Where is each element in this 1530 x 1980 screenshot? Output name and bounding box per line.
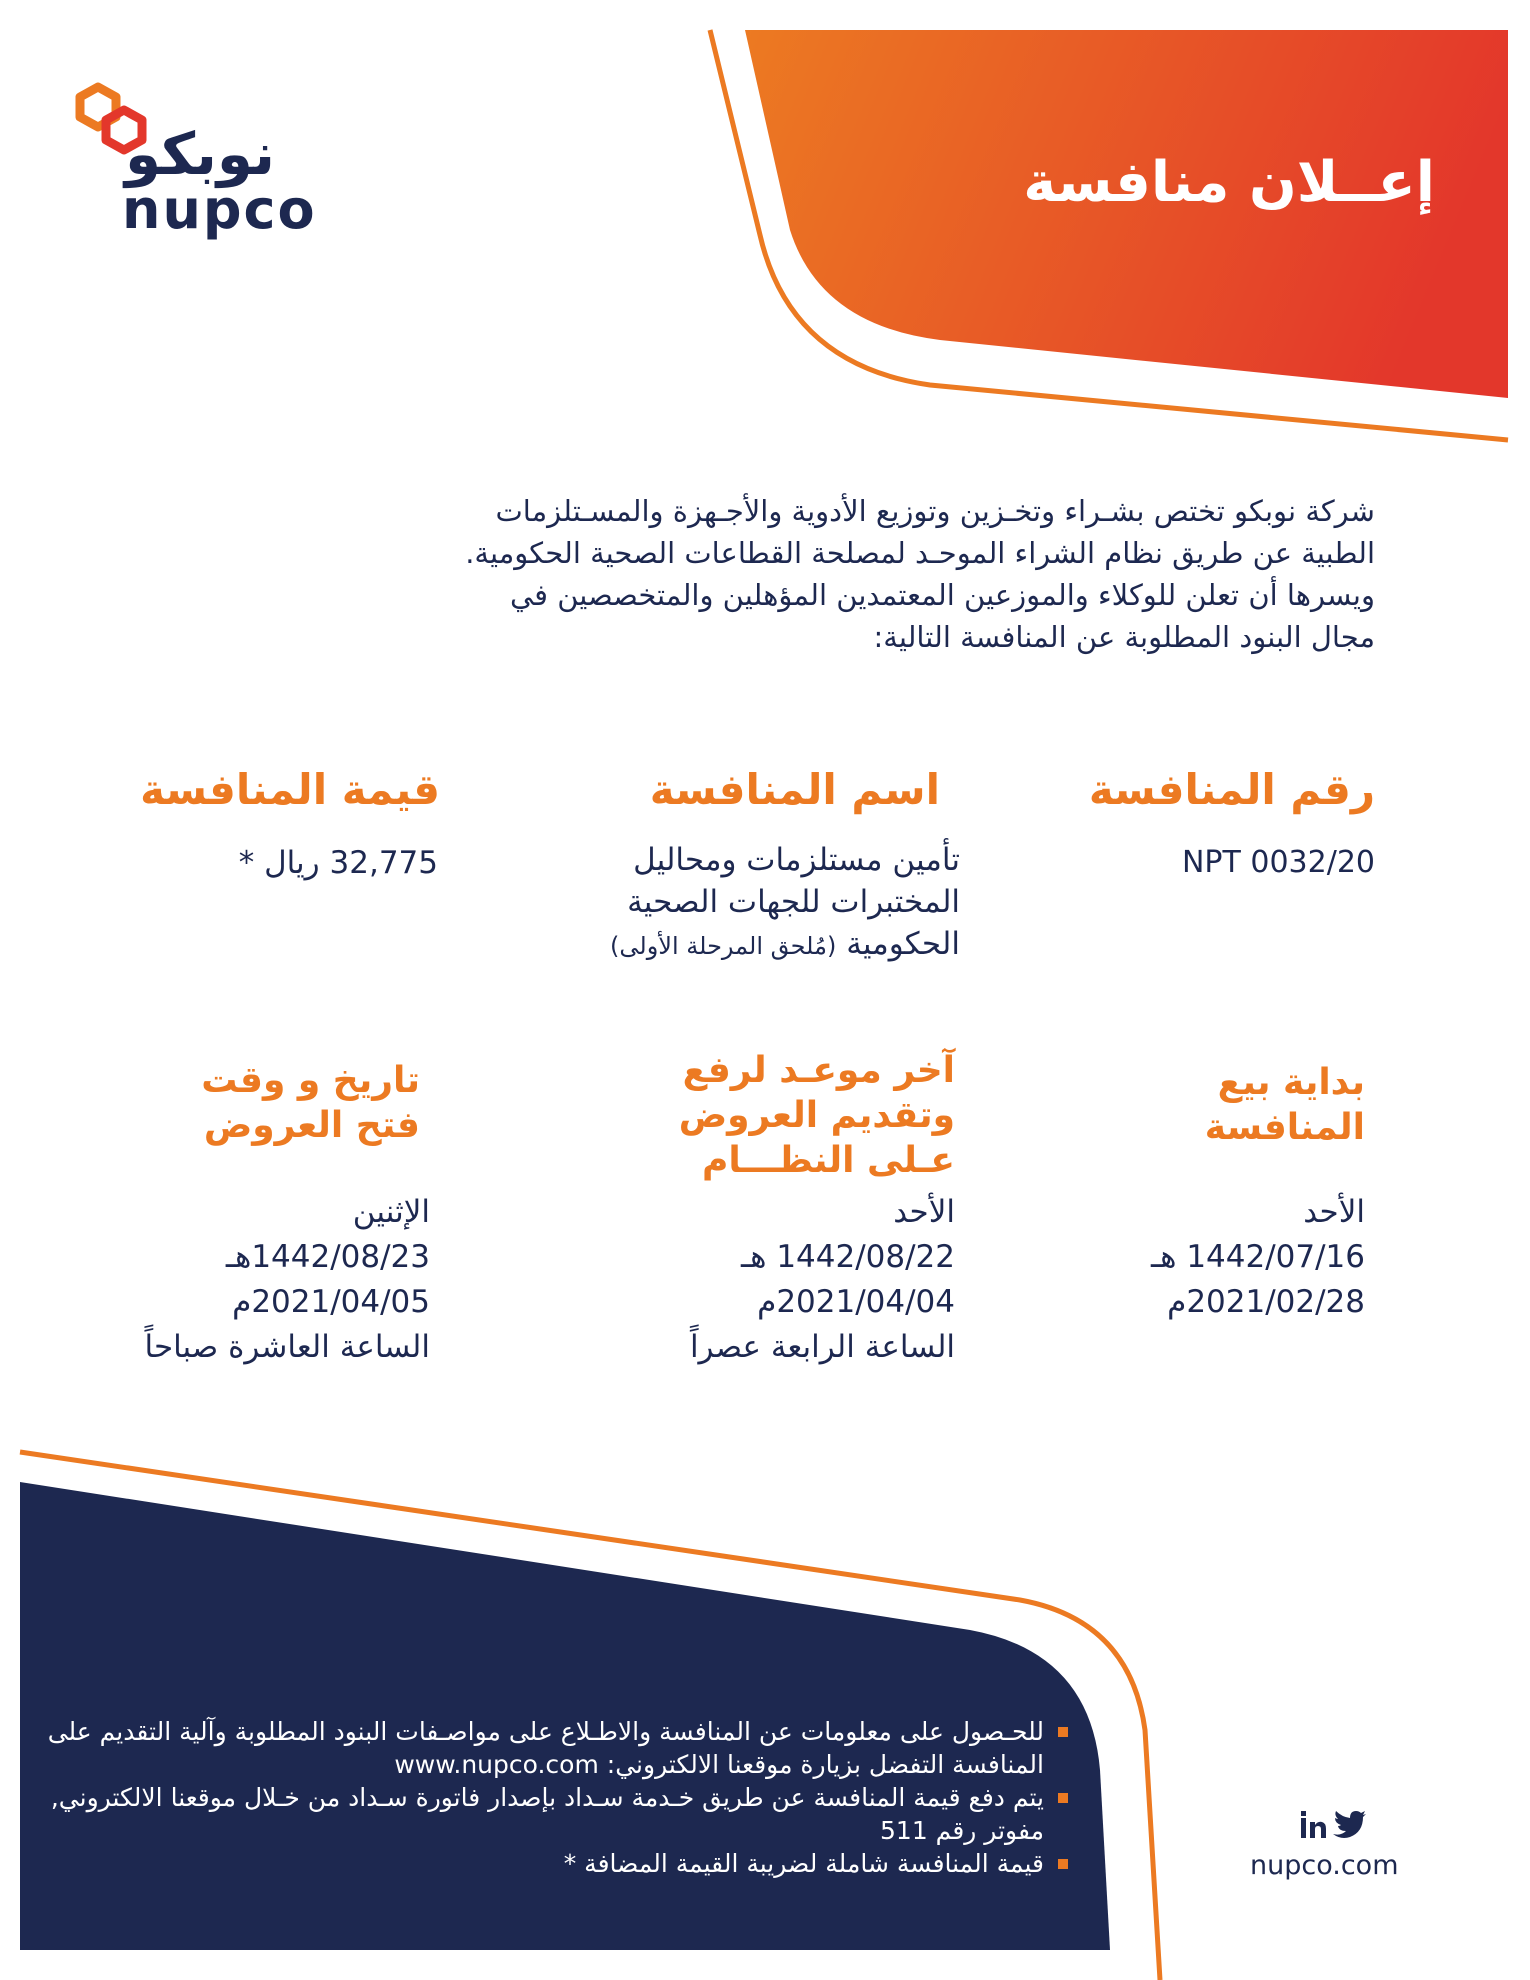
footer-note: للحـصول على معلومات عن المنافسة والاطـلاع على مواصـفات البنود المطلوبة وآلية التقديم على المنافسة التفضل بزيارة موقعنا الالكتروني: www.nupco.com	[30, 1715, 1070, 1781]
opening-value	[145, 1190, 431, 1370]
deadline-value	[690, 1190, 955, 1370]
deadline-line: الأحد	[893, 1194, 955, 1230]
tender-number-value: NPT 0032/20	[1181, 845, 1375, 880]
sale-start-heading-line: المنافسة	[1204, 1107, 1365, 1148]
opening-heading-line: فتح العروض	[203, 1105, 420, 1146]
sale-start-line: 2021/02/28م	[1167, 1283, 1365, 1320]
deadline-heading-line: آخر موعـد لرفع	[682, 1050, 955, 1091]
intro-line: شركة نوبكو تختص بشـراء وتخـزين وتوزيع الأدوية والأجـهزة والمسـتلزمات	[495, 494, 1375, 528]
tender-value-heading: قيمة المنافسة	[140, 765, 440, 814]
deadline-line: الساعة الرابعة عصراً	[689, 1328, 955, 1365]
footer-notes	[30, 1715, 1070, 1880]
website-link[interactable]: nupco.com	[1250, 1850, 1399, 1881]
deadline-line: 2021/04/04م	[757, 1283, 955, 1320]
intro-line: مجال البنود المطلوبة عن المنافسة التالية:	[873, 620, 1375, 655]
sale-start-line: 1442/07/16 هـ	[1151, 1238, 1365, 1275]
tender-name-value	[540, 840, 960, 966]
deadline-line: 1442/08/22 هـ	[741, 1238, 955, 1275]
sale-start-heading	[1145, 1060, 1365, 1150]
social-icons	[1295, 1810, 1415, 1846]
opening-heading	[190, 1058, 420, 1148]
page-title: إعــلان منافسة	[1023, 150, 1435, 215]
logo-english-text: nupco	[122, 178, 317, 241]
intro-line: الطبية عن طريق نظام الشراء الموحـد لمصلحة القطاعات الصحية الحكومية.	[465, 536, 1375, 571]
tender-name-line	[540, 924, 960, 966]
opening-line: الإثنين	[352, 1194, 430, 1230]
intro-paragraph	[275, 490, 1375, 658]
linkedin-icon[interactable]	[1301, 1811, 1326, 1838]
tender-name-line: المختبرات للجهات الصحية	[627, 883, 960, 920]
intro-line: ويسرها أن تعلن للوكلاء والموزعين المعتمدين المؤهلين والمتخصصين في	[509, 578, 1375, 613]
deadline-heading-line: عـلى النظـــام	[702, 1140, 955, 1181]
tender-name-last: الحكومية	[846, 925, 960, 962]
footer-note: قيمة المنافسة شاملة لضريبة القيمة المضافة *	[30, 1847, 1070, 1880]
sale-start-value	[1151, 1190, 1365, 1325]
sale-start-heading-line: بداية بيع	[1217, 1062, 1365, 1103]
twitter-icon[interactable]	[1333, 1811, 1366, 1838]
opening-line: 1442/08/23هـ	[225, 1238, 430, 1275]
opening-heading-line: تاريخ و وقت	[201, 1060, 420, 1101]
tender-value-amount: 32,775 ريال *	[238, 845, 438, 881]
sale-start-line: الأحد	[1303, 1194, 1365, 1230]
tender-name-heading: اسم المنافسة	[649, 765, 940, 814]
tender-name-note: (مُلحق المرحلة الأولى)	[610, 931, 837, 960]
deadline-heading	[655, 1048, 955, 1183]
tender-name-line: تأمين مستلزمات ومحاليل	[633, 842, 960, 878]
footer-note: يتم دفع قيمة المنافسة عن طريق خـدمة سـداد بإصدار فاتورة سـداد من خـلال موقعنا الالكتروني, مفوتر رقم 511	[30, 1781, 1070, 1847]
footer-banner	[0, 1430, 1530, 1980]
logo-arabic-text: نوبكو	[125, 120, 276, 188]
opening-line: الساعة العاشرة صباحاً	[144, 1328, 430, 1365]
opening-line: 2021/04/05م	[232, 1283, 430, 1320]
deadline-heading-line: وتقديم العروض	[678, 1095, 955, 1136]
tender-number-heading: رقم المنافسة	[1088, 765, 1375, 814]
